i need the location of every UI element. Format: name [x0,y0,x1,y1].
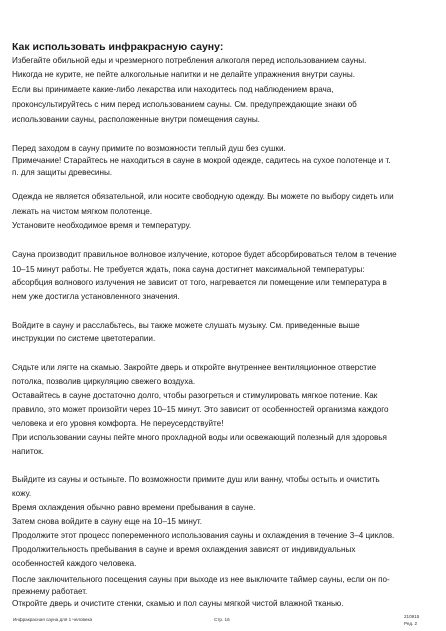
text-line: После заключительного посещения сауны при выходе из нее выключите таймер сауны, если он по- [12,575,390,584]
text-line: Время охлаждения обычно равно времени пребывания в сауне. [12,503,256,512]
text-line: Одежда не является обязательной, или носите свободную одежду. Вы можете по выбору сидеть или [12,192,394,201]
text-line: кожу. [12,489,32,498]
text-line: Перед заходом в сауну примите по возможности теплый душ без сушки. [12,144,286,153]
text-line: Войдите в сауну и расслабьтесь, вы также можете слушать музыку. См. приведенные выше [12,321,360,330]
text-line: Никогда не курите, не пейте алкогольные напитки и не делайте упражнения внутри сауны. [12,70,355,79]
text-line: Затем снова войдите в сауну еще на 10–15 минут. [12,517,202,526]
text-line: Избегайте обильной еды и чрезмерного потребления алкоголя перед использованием сауны. [12,56,367,65]
text-line: проконсультируйтесь с ним перед использованием сауны. См. предупреждающие знаки об [12,100,357,109]
footer-page-number: Стр. 16 [214,617,230,622]
text-line: п. для защиты древесины. [12,168,113,177]
text-line: прежнему работает. [12,587,88,596]
text-line: При использовании сауны пейте много прохладной воды или освежающий полезный для здоровья [12,433,387,442]
text-line: напиток. [12,447,44,456]
text-line: особенностей каждого человека. [12,559,137,568]
text-line: Продолжительность пребывания в сауне и время охлаждения зависят от индивидуальных [12,545,356,554]
footer-code: 210915 [404,614,420,619]
text-line: лежать на чистом мягком полотенце. [12,207,153,216]
text-line: Если вы принимаете какие-либо лекарства или находитесь под наблюдением врача, [12,85,334,94]
text-line: Установите необходимое время и температуру. [12,221,192,230]
text-line: Сауна производит правильное волновое излучение, которое будет абсорбироваться телом в течение [12,250,397,259]
text-line: правило, это может произойти через 10–15 минут. Это зависит от особенностей организма каждого [12,405,389,414]
text-line: использовании сауны, расположенные внутри помещения сауны. [12,115,260,124]
footer-revision: Ред. 2 [404,621,418,626]
text-line: абсорбция волнового излучения не зависит от того, нагревается ли помещение или температура в [12,278,387,287]
text-line: нем уже достигла установленного значения. [12,292,180,301]
text-line: Продолжите этот процесс попеременного использования сауны и охлаждения в течение 3–4 циклов. [12,531,395,540]
text-line: Сядьте или лягте на скамью. Закройте дверь и откройте внутреннее вентиляционное отверстие [12,363,377,372]
text-line: инструкции по системе цветотерапии. [12,334,156,343]
text-line: Примечание! Старайтесь не находиться в сауне в мокрой одежде, садитесь на сухое полотенце и т. [12,156,391,165]
text-line: Выйдите из сауны и остыньте. По возможности примите душ или ванну, чтобы остыть и очистить [12,475,380,484]
footer-document-name: Инфракрасная сауна для 1 человека [13,617,93,622]
document-title: Как использовать инфракрасную сауну: [12,41,224,53]
text-line: Оставайтесь в сауне достаточно долго, чтобы разогреться и стимулировать мягкое потение. Как [12,391,378,400]
text-line: человека и его уровня комфорта. Не переусердствуйте! [12,419,224,428]
text-line: 10–15 минут работы. Не требуется ждать, пока сауна достигнет максимальной температуры: [12,265,365,274]
text-line: Откройте дверь и очистите стенки, скамью и пол сауны мягкой чистой влажной тканью. [12,599,344,608]
text-line: потолка, позволив циркуляцию свежего воздуха. [12,377,196,386]
